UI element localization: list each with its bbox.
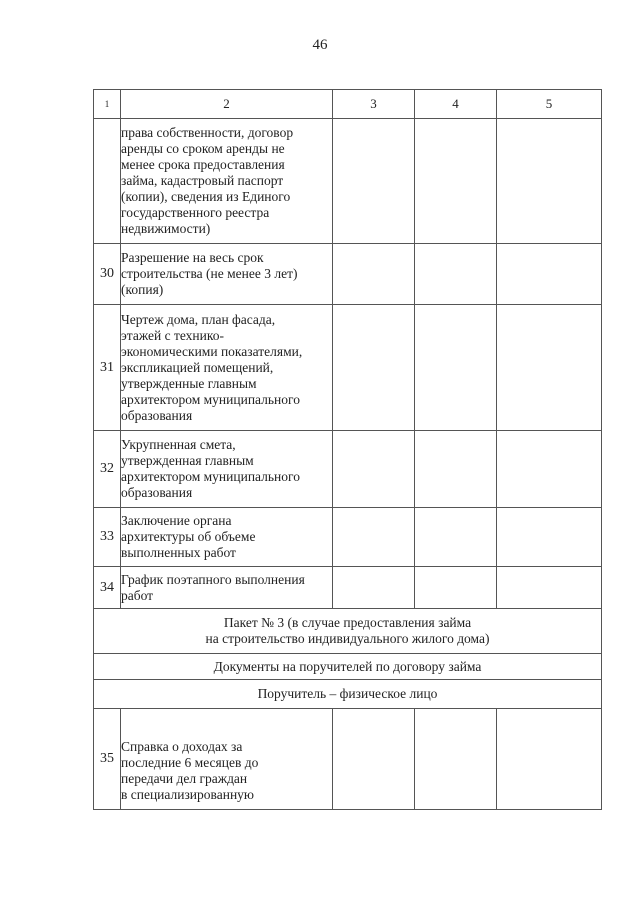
empty-cell: [415, 119, 497, 244]
desc-line: в специализированную: [121, 787, 255, 802]
row-number: 32: [94, 431, 121, 508]
desc-line: Укрупненная смета,: [121, 437, 236, 452]
desc-line: архитектором муниципального: [121, 469, 300, 484]
desc-line: утвержденная главным: [121, 453, 254, 468]
row-description: [121, 508, 333, 567]
desc-line: Справка о доходах за: [121, 739, 243, 754]
table-row: [94, 305, 602, 431]
row-number: 33: [94, 508, 121, 567]
package-heading: [94, 609, 602, 654]
empty-cell: [497, 305, 602, 431]
table-row: [94, 244, 602, 305]
table-header-row: [94, 90, 602, 119]
desc-line: Заключение органа: [121, 513, 232, 528]
empty-cell: [333, 244, 415, 305]
row-number-cell: [94, 119, 121, 244]
empty-cell: [333, 431, 415, 508]
desc-line: Чертеж дома, план фасада,: [121, 311, 276, 327]
empty-cell: [333, 508, 415, 567]
empty-cell: [497, 508, 602, 567]
header-col-3: 3: [333, 90, 415, 119]
documents-table: [93, 89, 602, 810]
row-number: 34: [94, 567, 121, 609]
header-col-1: 1: [94, 90, 121, 119]
desc-line: График поэтапного выполнения: [121, 571, 305, 587]
desc-line: займа, кадастровый паспорт: [121, 173, 284, 188]
empty-cell: [497, 119, 602, 244]
table-row: [94, 567, 602, 609]
empty-cell: [415, 244, 497, 305]
table-row: [94, 508, 602, 567]
desc-line: права собственности, договор: [121, 125, 294, 140]
empty-cell: [333, 709, 415, 810]
empty-cell: [415, 431, 497, 508]
page-number: 46: [312, 37, 328, 53]
desc-line: (копия): [121, 282, 164, 297]
header-col-2: 2: [121, 90, 333, 119]
empty-cell: [333, 119, 415, 244]
row-number: 30: [94, 244, 121, 305]
desc-line: передачи дел граждан: [121, 771, 248, 786]
row-description: [121, 567, 333, 609]
empty-cell: [333, 305, 415, 431]
row-description: [121, 119, 333, 244]
package-line-2: на строительство индивидуального жилого дома): [205, 631, 490, 646]
desc-line: экспликацией помещений,: [121, 359, 274, 375]
empty-cell: [497, 709, 602, 810]
table-row: [94, 119, 602, 244]
empty-cell: [415, 305, 497, 431]
row-number: 31: [94, 305, 121, 431]
guarantor-heading-row: [94, 680, 602, 709]
desc-line: архитектуры об объеме: [121, 529, 256, 544]
desc-line: последние 6 месяцев до: [121, 755, 259, 770]
guarantor-heading: Поручитель – физическое лицо: [94, 680, 602, 709]
row-description: [121, 709, 333, 810]
desc-line: (копии), сведения из Единого: [121, 189, 291, 204]
package-row: [94, 609, 602, 654]
desc-line: архитектором муниципального: [121, 391, 300, 407]
desc-line: экономическими показателями,: [121, 343, 303, 359]
row-number: 35: [94, 709, 121, 810]
empty-cell: [415, 567, 497, 609]
desc-line: этажей с технико-: [121, 327, 224, 343]
header-col-5: 5: [497, 90, 602, 119]
desc-line: образования: [121, 407, 193, 423]
table-row: [94, 709, 602, 810]
desc-line: утвержденные главным: [121, 375, 257, 391]
desc-line: менее срока предоставления: [121, 157, 285, 172]
desc-line: выполненных работ: [121, 545, 236, 560]
desc-line: недвижимости): [121, 221, 211, 236]
row-description: [121, 244, 333, 305]
empty-cell: [497, 244, 602, 305]
desc-line: строительства (не менее 3 лет): [121, 266, 298, 281]
empty-cell: [415, 508, 497, 567]
table-row: [94, 431, 602, 508]
empty-cell: [497, 431, 602, 508]
empty-cell: [415, 709, 497, 810]
package-line-1: Пакет № 3 (в случае предоставления займа: [223, 615, 472, 630]
desc-line: образования: [121, 485, 193, 500]
documents-heading-row: [94, 654, 602, 680]
row-description: [121, 431, 333, 508]
documents-heading: Документы на поручителей по договору займа: [94, 654, 602, 680]
header-col-4: 4: [415, 90, 497, 119]
empty-cell: [497, 567, 602, 609]
desc-line: государственного реестра: [121, 205, 270, 220]
desc-line: Разрешение на весь срок: [121, 250, 264, 265]
desc-line: аренды со сроком аренды не: [121, 141, 285, 156]
desc-line: работ: [121, 587, 154, 603]
empty-cell: [333, 567, 415, 609]
row-description: [121, 305, 333, 431]
